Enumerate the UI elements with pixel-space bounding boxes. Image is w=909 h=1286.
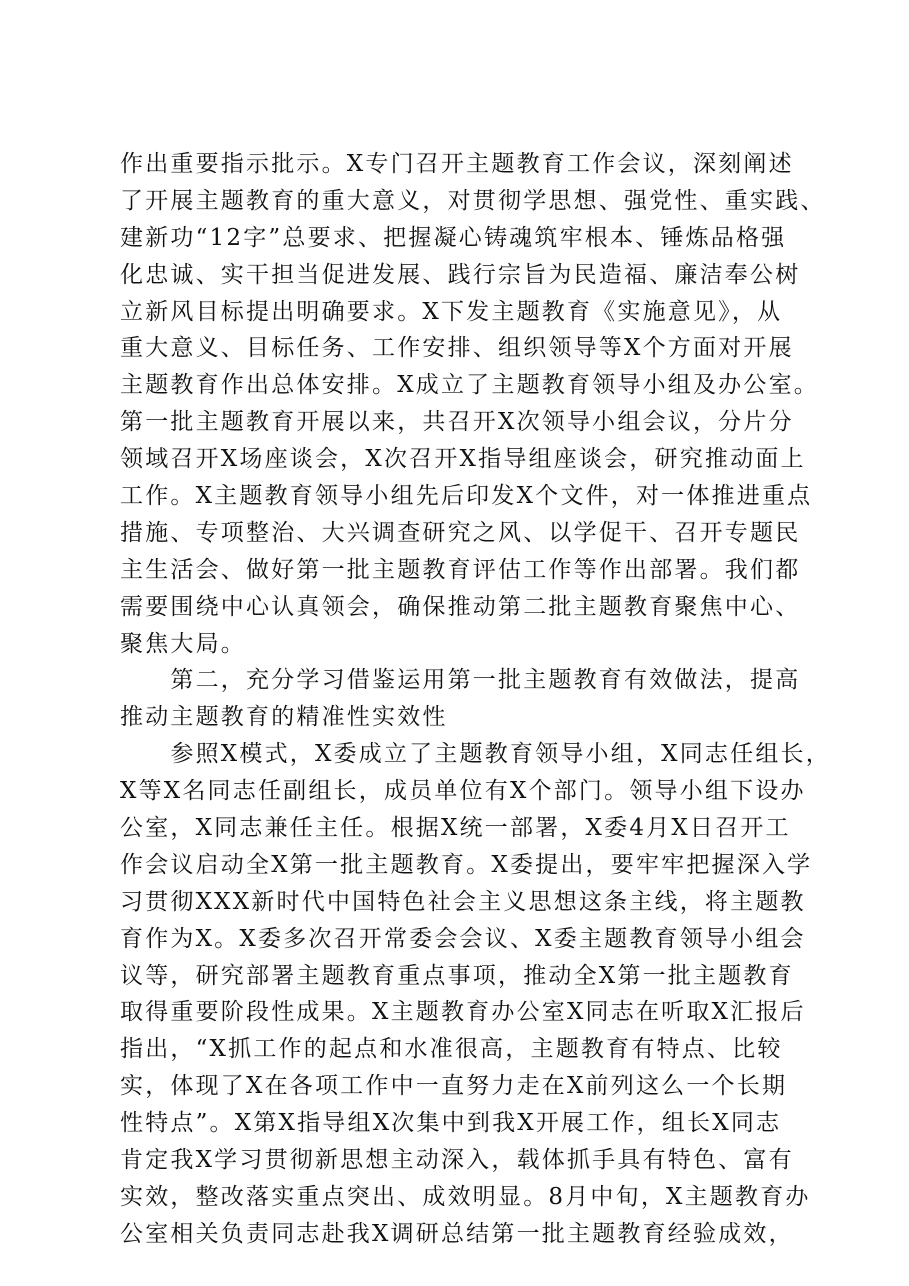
text-line: 措施、专项整治、大兴调查研究之风、以学促干、召开专题民 [120, 519, 801, 546]
text-line: 肯定我X学习贯彻新思想主动深入，载体抓手具有特色、富有 [120, 1147, 794, 1174]
text-line: 聚焦大局。 [120, 630, 246, 657]
text-line: 化忠诚、实干担当促进发展、践行宗旨为民造福、廉洁奉公树 [120, 261, 801, 288]
text-line: 推动主题教育的精准性实效性 [120, 704, 448, 731]
text-line: 习贯彻XXX新时代中国特色社会主义思想这条主线，将主题教 [120, 888, 806, 915]
text-line: 作出重要指示批示。X专门召开主题教育工作会议，深刻阐述 [120, 151, 794, 177]
text-line: 重大意义、目标任务、工作安排、组织领导等X个方面对开展 [120, 335, 794, 362]
text-line: 育作为X。X委多次召开常委会会议、X委主题教育领导小组会 [120, 925, 806, 952]
text-line: 立新风目标提出明确要求。X下发主题教育《实施意见》，从 [120, 298, 783, 325]
text-line: 参照X模式，X委成立了主题教育领导小组，X同志任组长， [120, 741, 831, 768]
text-line: 作会议启动全X第一批主题教育。X委提出，要牢牢把握深入学 [120, 851, 813, 878]
text-line: 性特点”。X第X指导组X次集中到我X开展工作，组长X同志 [120, 1110, 782, 1137]
body-text [120, 146, 831, 1253]
text-line: 指出，“X抓工作的起点和水准很高，主题教育有特点、比较 [120, 1036, 783, 1063]
text-line: 领域召开X场座谈会，X次召开X指导组座谈会，研究推动面上 [120, 446, 806, 473]
text-line: 主生活会、做好第一批主题教育评估工作等作出部署。我们都 [120, 556, 801, 583]
text-line: 公室，X同志兼任主任。根据X统一部署，X委4月X日召开工 [120, 815, 791, 842]
text-line: 工作。X主题教育领导小组先后印发X个文件，对一体推进重点 [120, 483, 813, 510]
text-line: 第二，充分学习借鉴运用第一批主题教育有效做法，提高 [120, 667, 801, 694]
text-line: 公室相关负责同志赴我X调研总结第一批主题教育经验成效， [120, 1220, 794, 1247]
text-line: 了开展主题教育的重大意义，对贯彻学思想、强党性、重实践、 [120, 187, 826, 214]
text-line: 需要围绕中心认真领会，确保推动第二批主题教育聚焦中心、 [120, 593, 801, 620]
text-line: 实，体现了X在各项工作中一直努力走在X前列这么一个长期 [120, 1073, 788, 1100]
text-line: 主题教育作出总体安排。X成立了主题教育领导小组及办公室。 [120, 372, 819, 399]
text-line: 议等，研究部署主题教育重点事项，推动全X第一批主题教育 [120, 962, 794, 989]
text-line: 取得重要阶段性成果。X主题教育办公室X同志在听取X汇报后 [120, 999, 806, 1026]
text-line: 实效，整改落实重点突出、成效明显。8月中旬，X主题教育办 [120, 1183, 811, 1210]
text-line: X等X名同志任副组长，成员单位有X个部门。领导小组下设办 [120, 778, 806, 805]
text-line: 第一批主题教育开展以来，共召开X次领导小组会议，分片分 [120, 409, 794, 436]
text-line: 建新功“12字”总要求、把握凝心铸魂筑牢根本、锤炼品格强 [120, 224, 787, 251]
